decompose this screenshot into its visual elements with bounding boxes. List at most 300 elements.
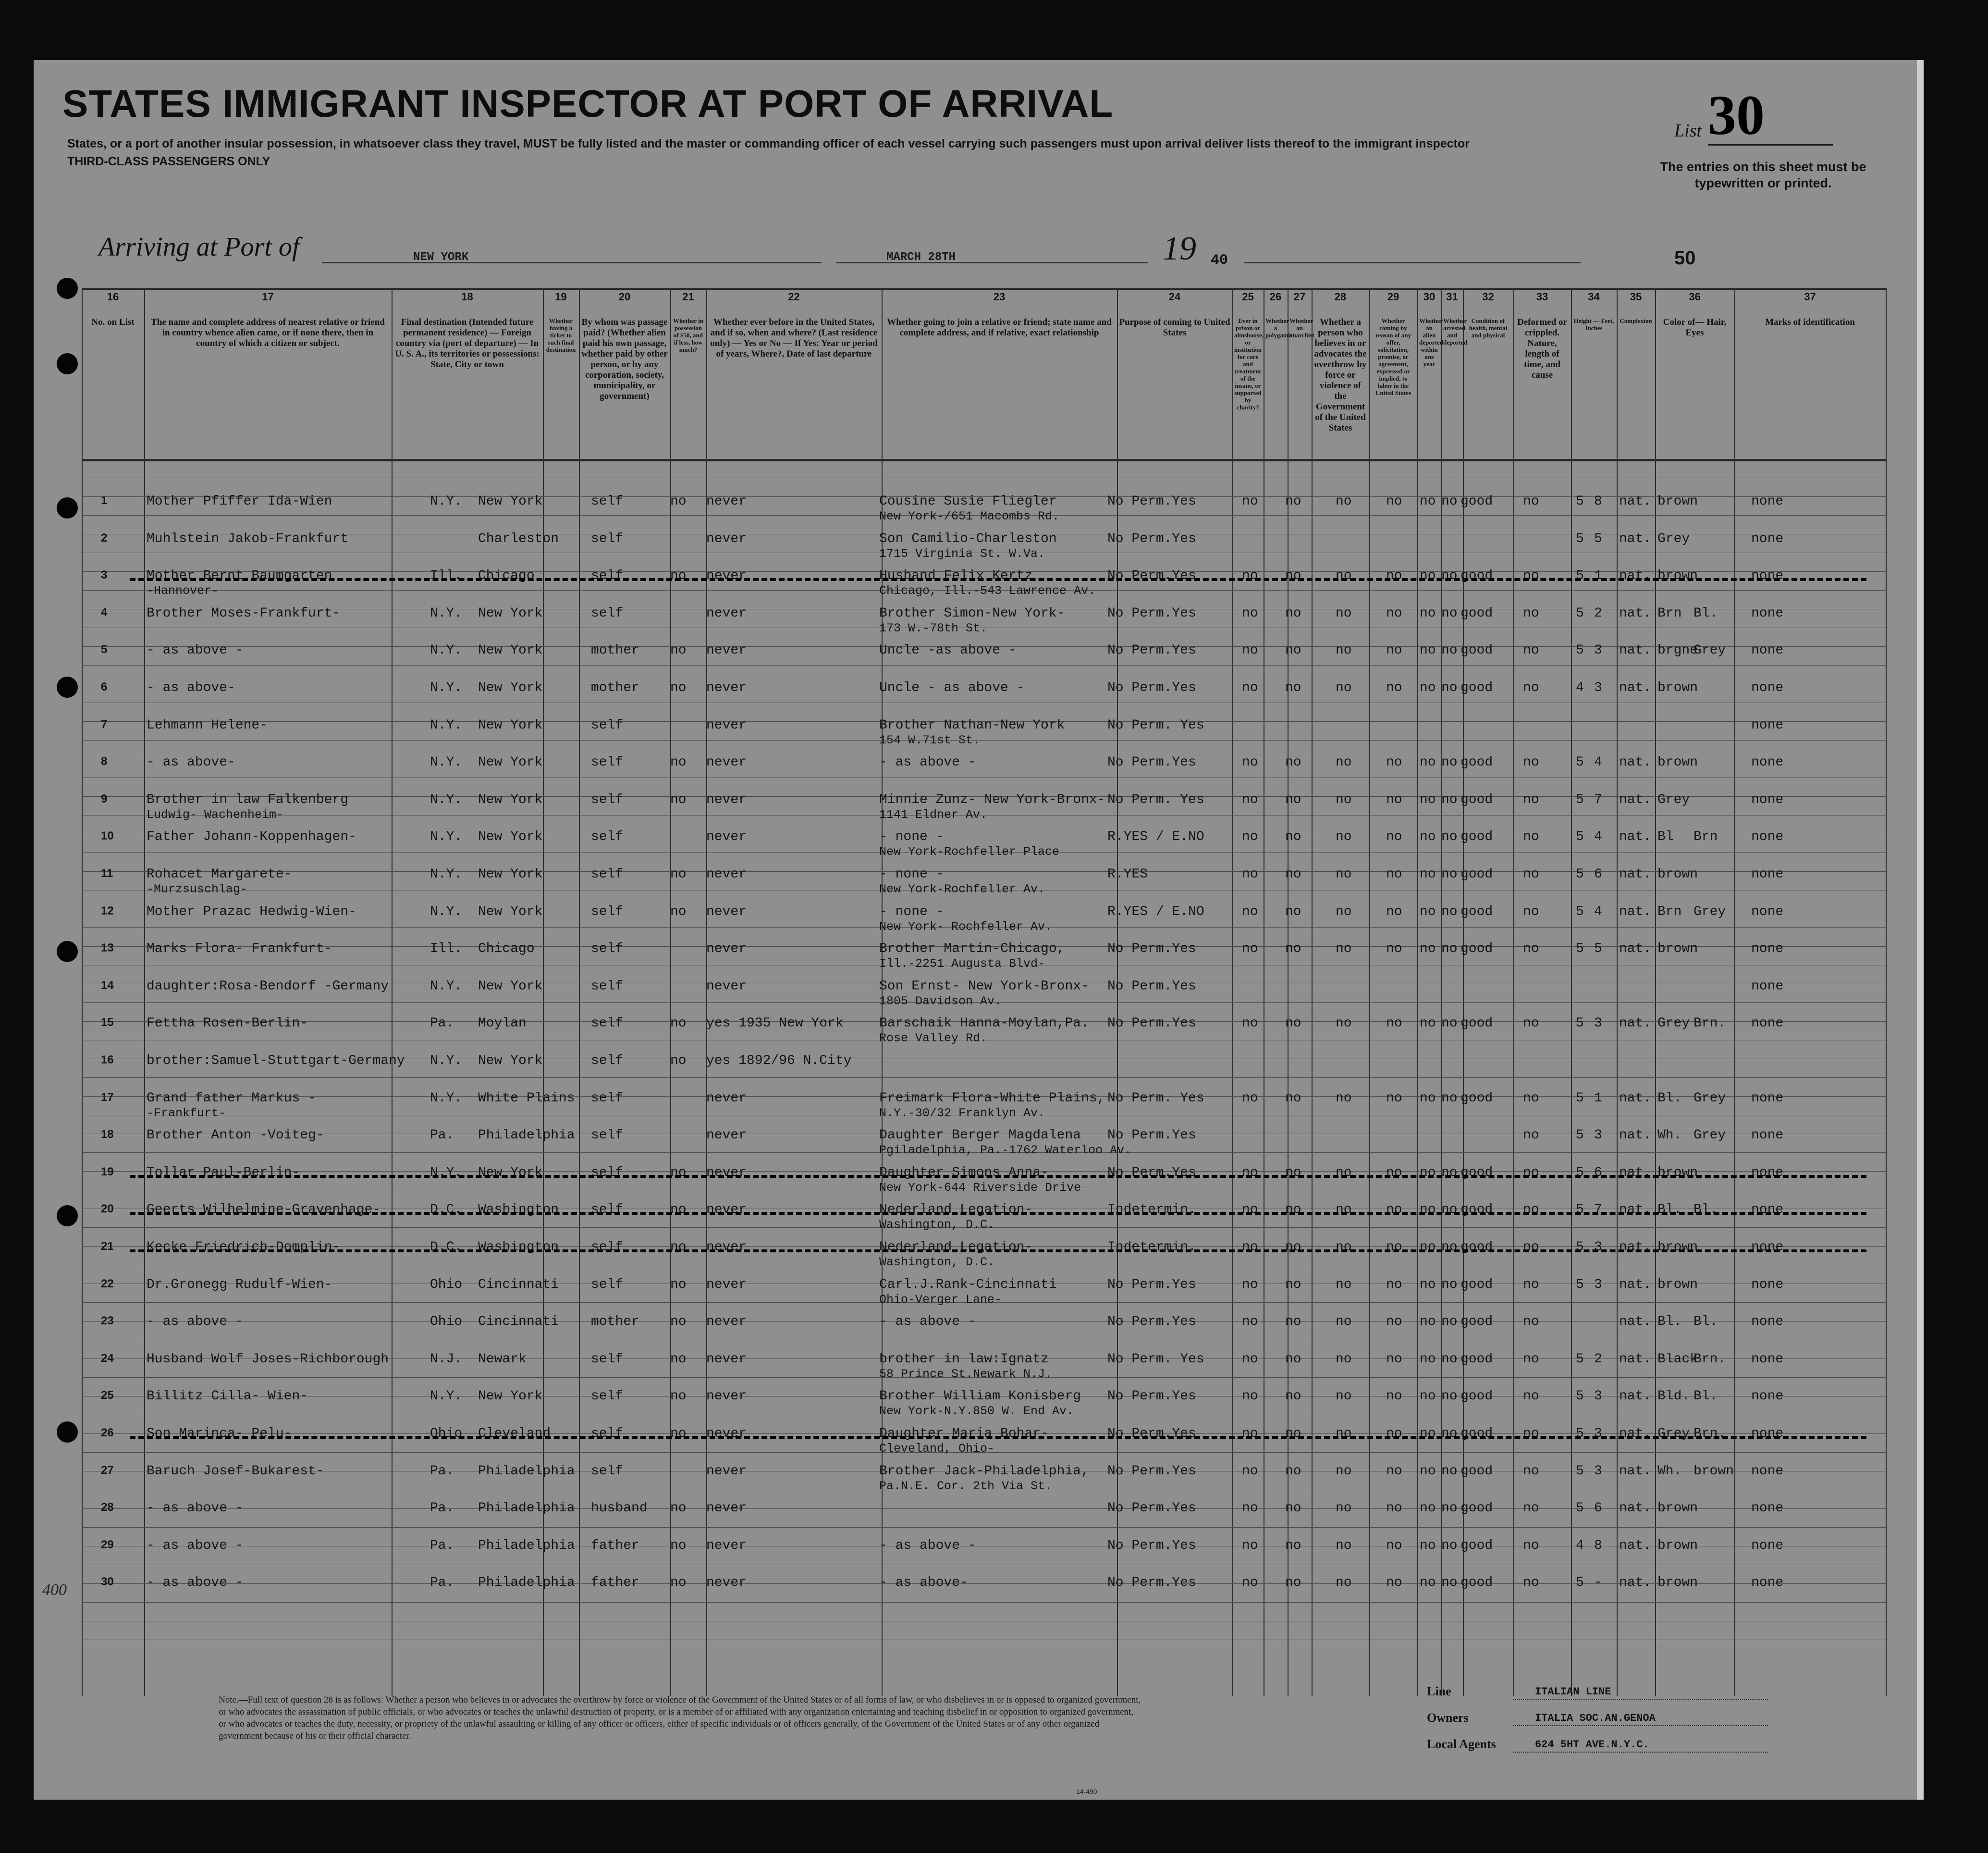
deported-year-status: no — [1420, 494, 1436, 509]
row-number: 16 — [101, 1053, 114, 1066]
health-condition: good — [1460, 829, 1493, 845]
deported-year-status: no — [1420, 568, 1436, 584]
row-number: 30 — [101, 1575, 114, 1589]
column-header: Final destination (Intended future permanent residence) — Foreign country via (port of departure) — In U. S. A., its territories or possessions: State, City or town — [395, 317, 540, 370]
column-header: Marks of identification — [1765, 317, 1855, 327]
identification-marks: none — [1751, 568, 1784, 584]
purpose-of-coming: Indetermin. — [1107, 1202, 1196, 1218]
deformed-status: no — [1523, 1165, 1539, 1180]
destination-state: Pa. — [430, 1501, 454, 1516]
column-number: 37 — [1804, 291, 1816, 303]
height-feet: 5 — [1576, 605, 1584, 621]
polygamist-status: no — [1285, 1389, 1301, 1404]
table-row — [82, 863, 1886, 901]
table-row — [82, 1497, 1886, 1534]
height-inches: 8 — [1594, 1538, 1602, 1553]
strike-through-line — [130, 1436, 1866, 1439]
ever-in-us: never — [706, 1501, 747, 1516]
deformed-status: no — [1523, 643, 1539, 658]
table-row — [82, 1422, 1886, 1460]
hair-color: brown — [1657, 1277, 1698, 1292]
labor-offer-status: no — [1386, 680, 1402, 695]
hair-color: Grey — [1657, 531, 1690, 546]
line-label: Line — [1427, 1684, 1451, 1698]
ever-in-us: never — [706, 1202, 747, 1218]
complexion: nat. — [1619, 867, 1652, 882]
eye-color: Grey — [1693, 643, 1726, 658]
health-condition: good — [1460, 680, 1493, 695]
polygamist-status: no — [1285, 1165, 1301, 1180]
complexion: nat. — [1619, 1240, 1652, 1255]
height-inches: 4 — [1594, 829, 1602, 845]
table-row — [82, 1161, 1886, 1199]
labor-offer-status: no — [1386, 1501, 1402, 1516]
purpose-of-coming: No Perm.Yes — [1107, 1016, 1196, 1031]
binder-hole — [57, 497, 78, 519]
hair-color: brown — [1657, 1165, 1698, 1180]
table-row — [82, 1050, 1886, 1087]
joining-address: 173 W.-78th St. — [879, 621, 988, 635]
binder-hole — [57, 1205, 78, 1226]
relative-name: Brother Moses-Frankfurt- — [147, 605, 341, 621]
relative-name: Geerts Wilhelmine-Gravenhage- — [147, 1202, 381, 1218]
labor-offer-status: no — [1386, 792, 1402, 807]
relative-name-line2: -Frankfurt- — [147, 1106, 226, 1120]
belief-status: no — [1336, 904, 1352, 919]
money-possessed: no — [670, 1314, 687, 1330]
passage-paid-by: self — [591, 494, 624, 509]
height-feet: 5 — [1576, 1463, 1584, 1479]
hair-color: brown — [1657, 568, 1698, 584]
destination-state: D.C. — [430, 1240, 463, 1255]
destination-city: New York — [478, 643, 543, 658]
column-header: Complexion — [1620, 317, 1652, 324]
relative-name-line2: -Murzsuschlag- — [147, 882, 248, 896]
destination-city: Philadelphia — [478, 1128, 575, 1143]
polygamist-status: no — [1285, 494, 1301, 509]
deported-year-status: no — [1420, 680, 1436, 695]
column-number: 18 — [461, 291, 473, 303]
relative-name: Marks Flora- Frankfurt- — [147, 941, 332, 957]
height-feet: 5 — [1576, 1426, 1584, 1441]
arrested-status: no — [1441, 643, 1458, 658]
prison-status: no — [1242, 1389, 1258, 1404]
height-inches: 3 — [1594, 1277, 1602, 1292]
belief-status: no — [1336, 1016, 1352, 1031]
ever-in-us: never — [706, 978, 747, 994]
column-header: Whether a person who believes in or advocates the overthrow by force or violence of the Government of the United States — [1314, 317, 1367, 433]
height-inches: 4 — [1594, 755, 1602, 770]
column-number: 22 — [788, 291, 800, 303]
destination-state: N.Y. — [430, 717, 463, 733]
destination-state: N.Y. — [430, 1090, 463, 1106]
prison-status: no — [1242, 1501, 1258, 1516]
joining-relative: - as above - — [879, 1538, 976, 1553]
deformed-status: no — [1523, 1314, 1539, 1330]
joining-address: 1805 Davidson Av. — [879, 994, 1002, 1008]
destination-city: New York — [478, 605, 543, 621]
identification-marks: none — [1751, 1538, 1784, 1553]
deformed-status: no — [1523, 1128, 1539, 1143]
hair-color: Grey — [1657, 1426, 1690, 1441]
deformed-status: no — [1523, 1202, 1539, 1218]
belief-status: no — [1336, 1202, 1352, 1218]
deformed-status: no — [1523, 904, 1539, 919]
stamp-number: 50 — [1674, 247, 1696, 269]
ever-in-us: never — [706, 1389, 747, 1404]
money-possessed: no — [670, 1575, 687, 1591]
destination-state: N.Y. — [430, 1053, 463, 1068]
joining-relative: Minnie Zunz- New York-Bronx- — [879, 792, 1105, 807]
row-number: 4 — [101, 605, 108, 619]
deported-year-status: no — [1420, 792, 1436, 807]
column-header: Ever in prison or almshouse, or institution for care and treatment of the insane, or supported by charity? — [1234, 317, 1264, 411]
deported-year-status: no — [1420, 867, 1436, 882]
purpose-of-coming: No Perm.Yes — [1107, 568, 1196, 584]
column-header: Whether having a ticket to such final destination — [546, 317, 576, 353]
passage-paid-by: father — [591, 1538, 639, 1553]
polygamist-status: no — [1285, 1575, 1301, 1591]
column-header: Whether a polygamist — [1265, 317, 1295, 339]
arrival-port: NEW YORK — [413, 251, 469, 264]
purpose-of-coming: No Perm. Yes — [1107, 1351, 1204, 1367]
ever-in-us: never — [706, 1277, 747, 1292]
purpose-of-coming: Indetermin. — [1107, 1240, 1196, 1255]
column-number: 29 — [1387, 291, 1399, 303]
complexion: nat. — [1619, 605, 1652, 621]
owners-value: ITALIA SOC.AN.GENOA — [1535, 1712, 1656, 1724]
destination-state: N.Y. — [430, 978, 463, 994]
table-row — [82, 639, 1886, 677]
row-number: 7 — [101, 717, 108, 731]
height-feet: 5 — [1576, 1389, 1584, 1404]
relative-name: Son Marinca- Pelu- — [147, 1426, 292, 1441]
column-number: 20 — [618, 291, 631, 303]
height-inches: 1 — [1594, 1090, 1602, 1106]
hair-color: brown — [1657, 1538, 1698, 1553]
health-condition: good — [1460, 1351, 1493, 1367]
arrested-status: no — [1441, 494, 1458, 509]
joining-relative: - as above- — [879, 1575, 968, 1591]
deported-year-status: no — [1420, 1165, 1436, 1180]
height-inches: 7 — [1594, 792, 1602, 807]
purpose-of-coming: No Perm.Yes — [1107, 1463, 1196, 1479]
ever-in-us: never — [706, 1090, 747, 1106]
identification-marks: none — [1751, 717, 1784, 733]
ever-in-us: never — [706, 1240, 747, 1255]
arrested-status: no — [1441, 1165, 1458, 1180]
prison-status: no — [1242, 1575, 1258, 1591]
arrested-status: no — [1441, 680, 1458, 695]
destination-state: N.Y. — [430, 494, 463, 509]
deformed-status: no — [1523, 1277, 1539, 1292]
column-number: 32 — [1482, 291, 1494, 303]
joining-relative: - none - — [879, 829, 944, 845]
belief-status: no — [1336, 1389, 1352, 1404]
column-number: 26 — [1269, 291, 1282, 303]
relative-name: Muhlstein Jakob-Frankfurt — [147, 531, 349, 546]
port-underline — [322, 262, 822, 263]
column-header: Whether coming by reason of any offer, solicitation, promise, or agreement, expressed or implied, to labor in the United States — [1375, 317, 1411, 396]
prison-status: no — [1242, 680, 1258, 695]
relative-name: - as above - — [147, 1314, 244, 1330]
deformed-status: no — [1523, 829, 1539, 845]
joining-relative: Nederland Legation- — [879, 1240, 1033, 1255]
column-header: Whether ever before in the United States, and if so, when and where? (Last residence only) — Yes or No — If Yes: Year or period of years, Where?, Date of last departure — [710, 317, 878, 359]
arrested-status: no — [1441, 941, 1458, 957]
belief-status: no — [1336, 1501, 1352, 1516]
belief-status: no — [1336, 494, 1352, 509]
relative-name: Kecke Friedrich-Domplin- — [147, 1240, 341, 1255]
labor-offer-status: no — [1386, 1090, 1402, 1106]
row-number: 10 — [101, 829, 114, 843]
deformed-status: no — [1523, 1426, 1539, 1441]
relative-name: Dr.Gronegg Rudulf-Wien- — [147, 1277, 332, 1292]
complexion: nat. — [1619, 1128, 1652, 1143]
ever-in-us: yes 1935 New York — [706, 1016, 844, 1031]
health-condition: good — [1460, 1314, 1493, 1330]
height-inches: 3 — [1594, 1463, 1602, 1479]
belief-status: no — [1336, 1277, 1352, 1292]
destination-state: N.Y. — [430, 829, 463, 845]
purpose-of-coming: No Perm.Yes — [1107, 1277, 1196, 1292]
destination-city: Chicago — [478, 941, 535, 957]
relative-name: - as above - — [147, 1538, 244, 1553]
height-inches: 6 — [1594, 1501, 1602, 1516]
passage-paid-by: self — [591, 1090, 624, 1106]
prison-status: no — [1242, 1463, 1258, 1479]
prison-status: no — [1242, 755, 1258, 770]
health-condition: good — [1460, 1016, 1493, 1031]
column-header: By whom was passage paid? (Whether alien paid his own passage, whether paid by other person, or by any corporation, society, municipality, or government) — [581, 317, 668, 401]
belief-status: no — [1336, 680, 1352, 695]
identification-marks: none — [1751, 1351, 1784, 1367]
strike-through-line — [130, 1212, 1866, 1215]
identification-marks: none — [1751, 1016, 1784, 1031]
hair-color: Bld. — [1657, 1389, 1690, 1404]
polygamist-status: no — [1285, 1351, 1301, 1367]
destination-city: New York — [478, 717, 543, 733]
list-label: List — [1674, 121, 1702, 141]
prison-status: no — [1242, 1314, 1258, 1330]
deformed-status: no — [1523, 1575, 1539, 1591]
joining-relative: - none - — [879, 904, 944, 919]
passage-paid-by: self — [591, 1202, 624, 1218]
table-row — [82, 1460, 1886, 1497]
purpose-of-coming: R.YES / E.NO — [1107, 829, 1204, 845]
prison-status: no — [1242, 568, 1258, 584]
joining-address: Cleveland, Ohio- — [879, 1442, 995, 1456]
row-number: 9 — [101, 792, 108, 805]
identification-marks: none — [1751, 1314, 1784, 1330]
health-condition: good — [1460, 1538, 1493, 1553]
column-number: 36 — [1689, 291, 1701, 303]
height-inches: 3 — [1594, 1426, 1602, 1441]
joining-address: Ill.-2251 Augusta Blvd- — [879, 957, 1045, 971]
eye-color: Brn. — [1693, 1351, 1726, 1367]
table-row — [82, 1087, 1886, 1124]
passage-paid-by: self — [591, 605, 624, 621]
eye-color: Brn. — [1693, 1426, 1726, 1441]
table-row — [82, 1348, 1886, 1385]
height-feet: 5 — [1576, 1240, 1584, 1255]
arrested-status: no — [1441, 1277, 1458, 1292]
column-header: Whether arrested and deported — [1443, 317, 1467, 346]
relative-name: Husband Wolf Joses-Richborough — [147, 1351, 389, 1367]
height-inches: 3 — [1594, 1389, 1602, 1404]
destination-state: N.Y. — [430, 792, 463, 807]
prison-status: no — [1242, 1538, 1258, 1553]
joining-relative: Brother Martin-Chicago, — [879, 941, 1065, 957]
arrested-status: no — [1441, 1351, 1458, 1367]
column-header: The name and complete address of nearest relative or friend in country whence alien came, or if none there, then in country of which a citizen or subject. — [151, 317, 385, 348]
joining-relative: - as above - — [879, 755, 976, 770]
destination-city: New York — [478, 1165, 543, 1180]
arrested-status: no — [1441, 1389, 1458, 1404]
identification-marks: none — [1751, 1165, 1784, 1180]
column-number: 23 — [993, 291, 1006, 303]
complexion: nat. — [1619, 1090, 1652, 1106]
question-28-note: Note.—Full text of question 28 is as follows: Whether a person who believes in or advocates the overthrow by force or violence of the Government of the United States or of all forms of law, or who disbelieves in or is opposed to organized government, or who advocates the assassination of public officials, or who advocates or teaches the unlawful destruction of property, or is a member of or affiliated with any organization entertaining and teaching disbelief in or opposition to organized government, or who advocates or teaches the duty, necessity, or propriety of the unlawful assaulting or killing of any officer or officers, either of specific individuals or of officers generally, of the Government of the United States or of any other organized government because of his or their official character. — [219, 1695, 1141, 1741]
row-number: 14 — [101, 978, 114, 992]
complexion: nat. — [1619, 829, 1652, 845]
purpose-of-coming: No Perm.Yes — [1107, 1575, 1196, 1591]
belief-status: no — [1336, 1463, 1352, 1479]
binder-hole — [57, 278, 78, 299]
deformed-status: no — [1523, 1463, 1539, 1479]
table-row — [82, 1236, 1886, 1273]
joining-address: 1715 Virginia St. W.Va. — [879, 546, 1045, 561]
height-feet: 5 — [1576, 1575, 1584, 1591]
arrested-status: no — [1441, 1575, 1458, 1591]
relative-name: Baruch Josef-Bukarest- — [147, 1463, 324, 1479]
height-inches: 2 — [1594, 605, 1602, 621]
hair-color: Bl. — [1657, 1090, 1682, 1106]
labor-offer-status: no — [1386, 941, 1402, 957]
complexion: nat. — [1619, 643, 1652, 658]
joining-address: N.Y.-30/32 Franklyn Av. — [879, 1106, 1045, 1120]
health-condition: good — [1460, 1501, 1493, 1516]
health-condition: good — [1460, 755, 1493, 770]
passage-paid-by: self — [591, 1016, 624, 1031]
column-number: 31 — [1446, 291, 1458, 303]
prison-status: no — [1242, 867, 1258, 882]
table-row — [82, 490, 1886, 528]
height-inches: 5 — [1594, 941, 1602, 957]
column-number: 33 — [1536, 291, 1548, 303]
eye-color: Grey — [1693, 904, 1726, 919]
purpose-of-coming: No Perm.Yes — [1107, 978, 1196, 994]
binder-hole — [57, 1421, 78, 1443]
destination-city: New York — [478, 1389, 543, 1404]
polygamist-status: no — [1285, 605, 1301, 621]
relative-name: - as above - — [147, 1501, 244, 1516]
money-possessed: no — [670, 867, 687, 882]
relative-name: - as above - — [147, 1575, 244, 1591]
hair-color: brown — [1657, 941, 1698, 957]
eye-color: Grey — [1693, 1090, 1726, 1106]
destination-city: Washington — [478, 1202, 559, 1218]
joining-relative: Cousine Susie Fliegler — [879, 494, 1057, 509]
ever-in-us: never — [706, 717, 747, 733]
row-number: 23 — [101, 1314, 114, 1328]
deformed-status: no — [1523, 1351, 1539, 1367]
relative-name: Grand father Markus - — [147, 1090, 316, 1106]
hair-color: Bl. — [1657, 1202, 1682, 1218]
column-header: Whether in possession of $50, and if less, how much? — [673, 317, 703, 353]
hair-color: Grey — [1657, 792, 1690, 807]
relative-name: Mother Prazac Hedwig-Wien- — [147, 904, 356, 919]
destination-state: Ill. — [430, 941, 463, 957]
arrested-status: no — [1441, 605, 1458, 621]
belief-status: no — [1336, 755, 1352, 770]
polygamist-status: no — [1285, 792, 1301, 807]
owners-label: Owners — [1427, 1711, 1469, 1725]
row-number: 5 — [101, 643, 108, 656]
polygamist-status: no — [1285, 1314, 1301, 1330]
complexion: nat. — [1619, 1202, 1652, 1218]
health-condition: good — [1460, 867, 1493, 882]
destination-state: N.Y. — [430, 1165, 463, 1180]
destination-state: N.Y. — [430, 680, 463, 695]
prison-status: no — [1242, 904, 1258, 919]
height-feet: 5 — [1576, 1016, 1584, 1031]
height-feet: 5 — [1576, 792, 1584, 807]
eye-color: brown — [1693, 1463, 1734, 1479]
passage-paid-by: self — [591, 1351, 624, 1367]
height-inches: - — [1594, 1575, 1602, 1591]
column-number: 25 — [1242, 291, 1254, 303]
joining-relative: Brother Nathan-New York — [879, 717, 1065, 733]
labor-offer-status: no — [1386, 1575, 1402, 1591]
height-inches: 3 — [1594, 1016, 1602, 1031]
relative-name: Rohacet Margarete- — [147, 867, 292, 882]
row-number: 13 — [101, 941, 114, 955]
labor-offer-status: no — [1386, 1240, 1402, 1255]
polygamist-status: no — [1285, 941, 1301, 957]
passage-paid-by: self — [591, 1426, 624, 1441]
hair-color: brown — [1657, 1240, 1698, 1255]
hair-color: Grey — [1657, 1016, 1690, 1031]
identification-marks: none — [1751, 1128, 1784, 1143]
ever-in-us: never — [706, 568, 747, 584]
row-number: 8 — [101, 755, 108, 768]
row-number: 26 — [101, 1426, 114, 1439]
hair-color: Brn — [1657, 605, 1682, 621]
destination-city: Cincinnati — [478, 1314, 559, 1330]
belief-status: no — [1336, 1090, 1352, 1106]
column-number: 17 — [262, 291, 274, 303]
joining-relative: Brother Jack-Philadelphia, — [879, 1463, 1089, 1479]
deported-year-status: no — [1420, 941, 1436, 957]
passage-paid-by: self — [591, 792, 624, 807]
row-number: 21 — [101, 1240, 114, 1253]
deformed-status: no — [1523, 867, 1539, 882]
row-number: 28 — [101, 1501, 114, 1514]
destination-city: Chicago — [478, 568, 535, 584]
belief-status: no — [1336, 643, 1352, 658]
belief-status: no — [1336, 941, 1352, 957]
destination-state: D.C. — [430, 1202, 463, 1218]
relative-name: Mother Pfiffer Ida-Wien — [147, 494, 332, 509]
identification-marks: none — [1751, 680, 1784, 695]
ever-in-us: never — [706, 867, 747, 882]
labor-offer-status: no — [1386, 605, 1402, 621]
passage-paid-by: self — [591, 829, 624, 845]
arrested-status: no — [1441, 1426, 1458, 1441]
height-feet: 5 — [1576, 1501, 1584, 1516]
column-header: Height — Feet, Inches — [1573, 317, 1614, 332]
